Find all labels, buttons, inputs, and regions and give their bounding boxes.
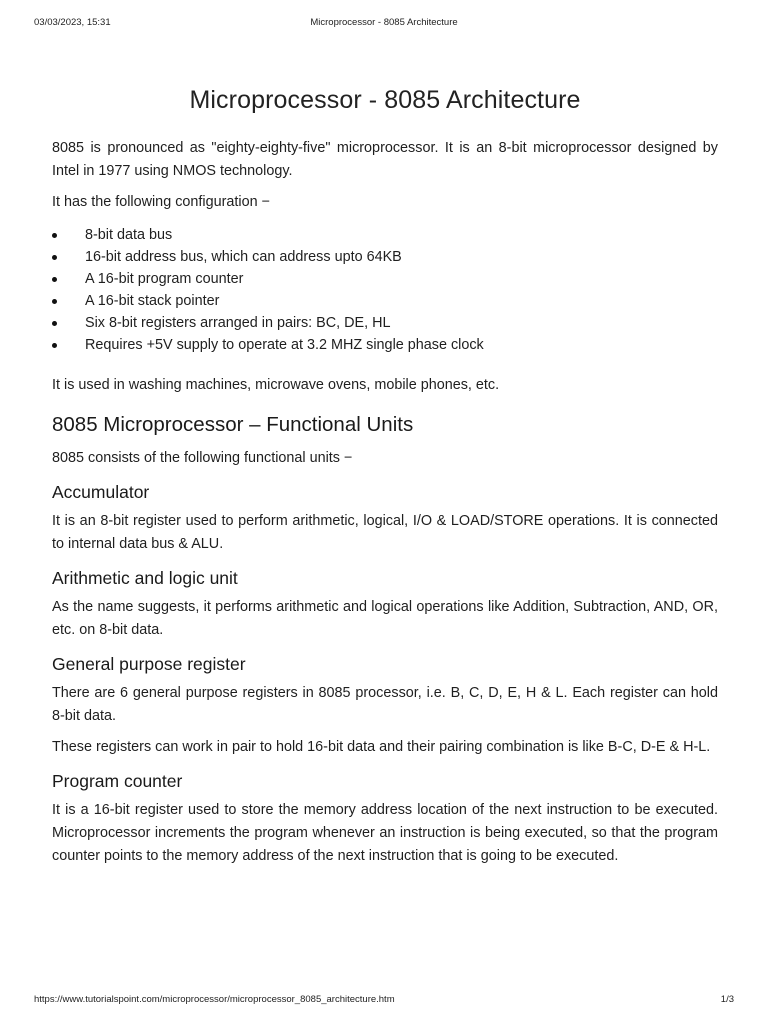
print-datetime: 03/03/2023, 15:31 [34, 17, 111, 28]
list-item [52, 312, 718, 334]
list-item-text: 8-bit data bus [85, 227, 173, 243]
print-page-title: Microprocessor - 8085 Architecture [310, 17, 458, 28]
usage-paragraph: It is used in washing machines, microwave ovens, mobile phones, etc. [52, 377, 500, 393]
print-footer [34, 994, 734, 1008]
gpr-heading: General purpose register [52, 654, 246, 674]
list-item-text: Six 8-bit registers arranged in pairs: BC, DE, HL [85, 315, 391, 331]
bullet-icon [52, 343, 57, 348]
article-content [52, 80, 718, 876]
program-counter-heading: Program counter [52, 771, 183, 791]
functional-units-intro: 8085 consists of the following functional units − [52, 450, 353, 466]
bullet-icon [52, 321, 57, 326]
print-header [34, 17, 734, 31]
list-item-text: A 16-bit stack pointer [85, 293, 220, 309]
intro-paragraph: 8085 is pronounced as "eighty-eighty-five" microprocessor. It is an 8-bit microprocessor designed by Intel in 1977 using NMOS technology. [52, 140, 718, 179]
list-item [52, 290, 718, 312]
bullet-icon [52, 277, 57, 282]
config-list [52, 224, 718, 356]
bullet-icon [52, 299, 57, 304]
bullet-icon [52, 255, 57, 260]
accumulator-text: It is an 8-bit register used to perform arithmetic, logical, I/O & LOAD/STORE operations. It is connected to internal data bus & ALU. [52, 513, 718, 552]
page-number: 1/3 [720, 994, 734, 1005]
list-item [52, 334, 718, 356]
config-intro: It has the following configuration − [52, 194, 270, 210]
functional-units-heading: 8085 Microprocessor – Functional Units [52, 413, 414, 436]
list-item [52, 224, 718, 246]
program-counter-text: It is a 16-bit register used to store the memory address location of the next instruction to be executed. Microprocessor increments the program whenever an instruction is being executed, so that the program counter points to the memory address of the next instruction that is going to be executed. [52, 802, 718, 864]
list-item-text: A 16-bit program counter [85, 271, 244, 287]
alu-text: As the name suggests, it performs arithmetic and logical operations like Addition, Subtraction, AND, OR, etc. on 8-bit data. [52, 599, 718, 638]
bullet-icon [52, 233, 57, 238]
gpr-text-1: There are 6 general purpose registers in 8085 processor, i.e. B, C, D, E, H & L. Each register can hold 8-bit data. [52, 685, 718, 724]
article-title: Microprocessor - 8085 Architecture [189, 86, 581, 114]
page-url: https://www.tutorialspoint.com/microprocessor/microprocessor_8085_architecture.htm [34, 994, 395, 1005]
list-item-text: 16-bit address bus, which can address upto 64KB [85, 249, 402, 265]
list-item [52, 246, 718, 268]
gpr-text-2: These registers can work in pair to hold 16-bit data and their pairing combination is like B-C, D-E & H-L. [52, 739, 711, 755]
alu-heading: Arithmetic and logic unit [52, 568, 238, 588]
list-item [52, 268, 718, 290]
accumulator-heading: Accumulator [52, 482, 150, 502]
list-item-text: Requires +5V supply to operate at 3.2 MHZ single phase clock [85, 337, 484, 353]
